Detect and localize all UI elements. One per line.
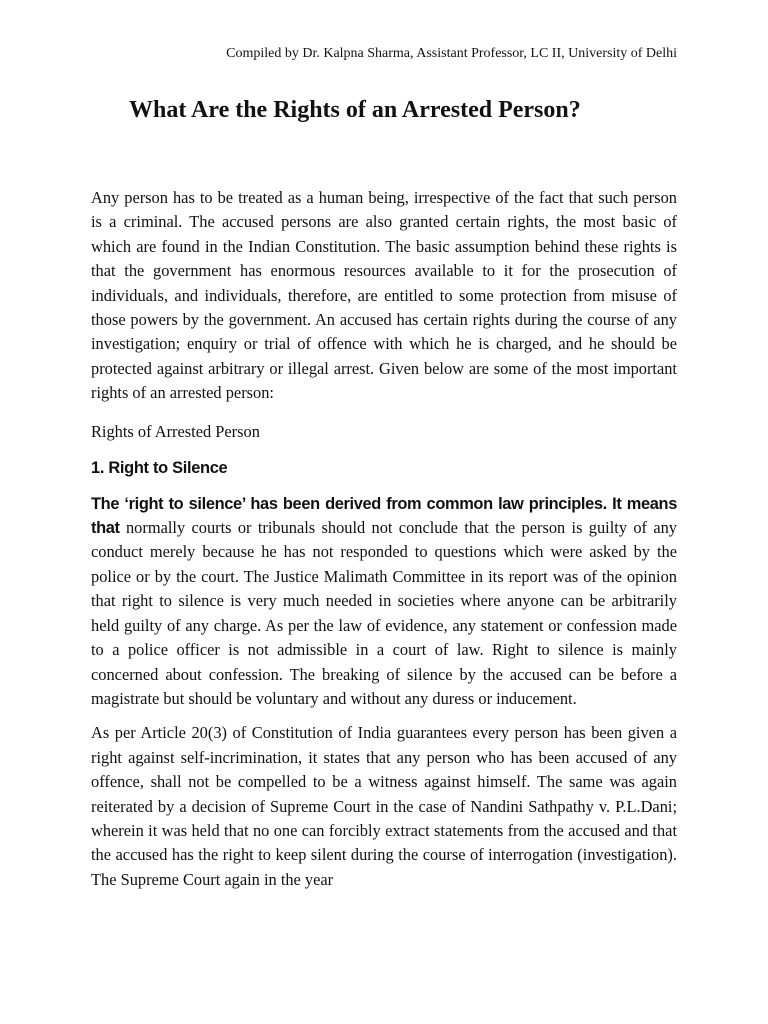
rights-subheading: Rights of Arrested Person: [91, 421, 260, 441]
right-to-silence-lead-in: The ‘right to silence’ has been derived from common law principles. It means that: [91, 494, 677, 538]
section-heading-right-to-silence: 1. Right to Silence: [91, 458, 228, 477]
document-body: [91, 186, 677, 902]
document-title: What Are the Rights of an Arrested Person?: [129, 97, 581, 123]
compiled-by-header: Compiled by Dr. Kalpna Sharma, Assistant Professor, LC II, University of Delhi: [226, 46, 677, 61]
intro-paragraph: Any person has to be treated as a human being, irrespective of the fact that such person is a criminal. The accused persons are also granted certain rights, the most basic of which are found in the Indian Constitution. The basic assumption behind these rights is that the government has enormous resources available to it for the prosecution of individuals, and individuals, therefore, are entitled to some protection from misuse of those powers by the government. An accused has certain rights during the course of any investigation; enquiry or trial of offence with which he is charged, and he should be protected against arbitrary or illegal arrest. Given below are some of the most important rights of an arrested person:: [91, 188, 677, 403]
right-to-silence-paragraph-1-text: normally courts or tribunals should not conclude that the person is guilty of any conduct merely because he has not responded to questions which were asked by the police or by the court. The Justice Malimath Committee in its report was of the opinion that right to silence is very much needed in societies where anyone can be arbitrarily held guilty of any charge. As per the law of evidence, any statement or confession made to a police officer is not admissible in a court of law. Right to silence is mainly concerned about confession. The breaking of silence by the accused can be before a magistrate but should be voluntary and without any duress or inducement.: [91, 518, 677, 708]
right-to-silence-paragraph-2: As per Article 20(3) of Constitution of India guarantees every person has been given a right against self-incrimination, it states that any person who has been accused of any offence, shall not be compelled to be a witness against himself. The same was again reiterated by a decision of Supreme Court in the case of Nandini Sathpathy v. P.L.Dani; wherein it was held that no one can forcibly extract statements from the accused and that the accused has the right to keep silent during the course of interrogation (investigation). The Supreme Court again in the year: [91, 723, 677, 889]
right-to-silence-paragraph-1: [91, 492, 677, 712]
